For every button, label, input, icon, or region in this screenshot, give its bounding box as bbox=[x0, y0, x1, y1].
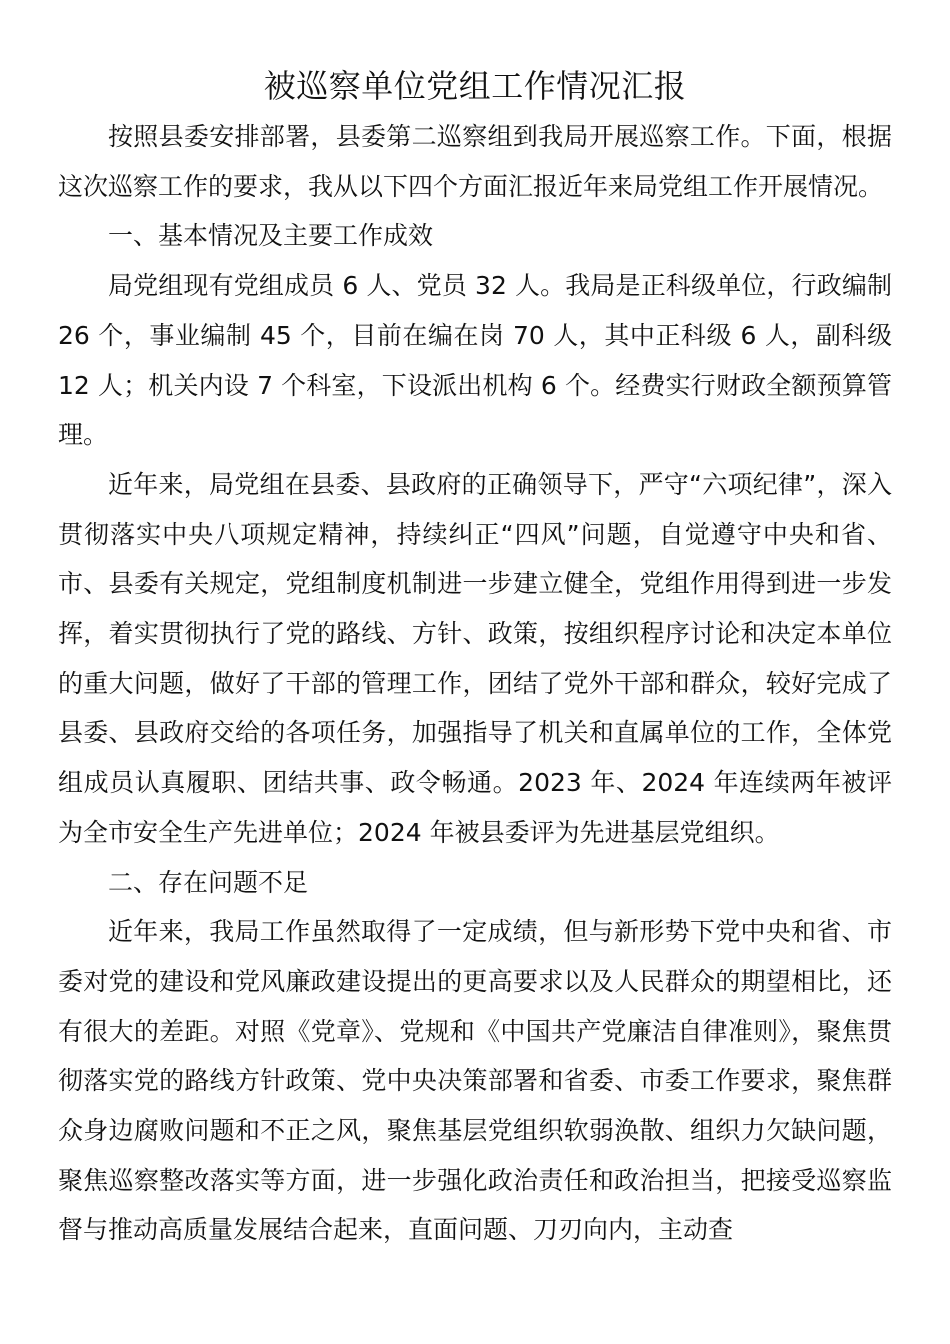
document-title: 被巡察单位党组工作情况汇报 bbox=[263, 67, 687, 105]
basic-info-paragraph: 局党组现有党组成员 6 人、党员 32 人。我局是正科级单位，行政编制 26 个，事业编制 45 个，目前在编在岗 70 人，其中正科级 6 人，副科级 12 人；机关内设 7 个科室，下设派出机构 6 个。经费实行财政全额预算管理。 bbox=[58, 271, 892, 450]
achievements-paragraph: 近年来，局党组在县委、县政府的正确领导下，严守“六项纪律”，深入贯彻落实中央八项规定精神，持续纠正“四风”问题，自觉遵守中央和省、市、县委有关规定，党组制度机制进一步建立健全，党组作用得到进一步发挥，着实贯彻执行了党的路线、方针、政策，按组织程序讨论和决定本单位的重大问题，做好了干部的管理工作，团结了党外干部和群众，较好完成了县委、县政府交给的各项任务，加强指导了机关和直属单位的工作，全体党组成员认真履职、团结共事、政令畅通。2023 年、2024 年连续两年被评为全市安全生产先进单位；2024 年被县委评为先进基层党组织。 bbox=[58, 469, 892, 847]
section-heading-1: 一、基本情况及主要工作成效 bbox=[108, 221, 434, 251]
problems-paragraph: 近年来，我局工作虽然取得了一定成绩，但与新形势下党中央和省、市委对党的建设和党风廉政建设提出的更高要求以及人民群众的期望相比，还有很大的差距。对照《党章》、党规和《中国共产党廉洁自律准则》，聚焦贯彻落实党的路线方针政策、党中央决策部署和省委、市委工作要求，聚焦群众身边腐败问题和不正之风，聚焦基层党组织软弱涣散、组织力欠缺问题，聚焦巡察整改落实等方面，进一步强化政治责任和政治担当，把接受巡察监督与推动高质量发展结合起来，直面问题、刀刃向内，主动查 bbox=[58, 917, 892, 1245]
section-heading-2: 二、存在问题不足 bbox=[108, 867, 309, 897]
intro-paragraph: 按照县委安排部署，县委第二巡察组到我局开展巡察工作。下面，根据这次巡察工作的要求，我从以下四个方面汇报近年来局党组工作开展情况。 bbox=[58, 122, 892, 201]
